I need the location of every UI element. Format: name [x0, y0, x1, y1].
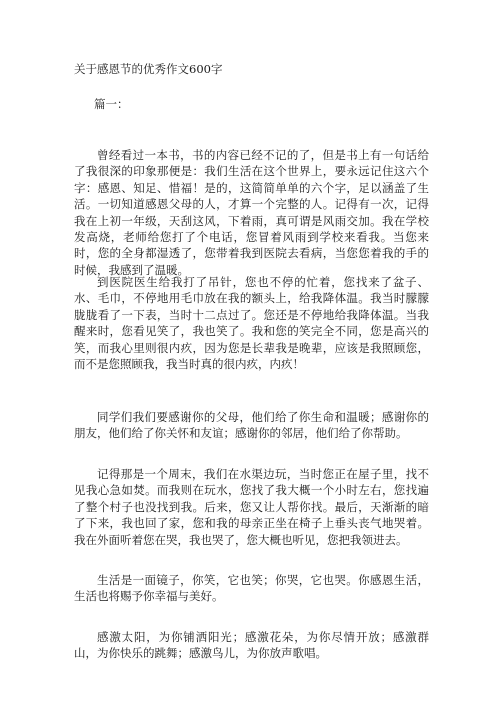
paragraph-1: 曾经看过一本书，书的内容已经不记的了，但是书上有一句话给了我很深的印象那便是：我们生活在这个世界上，要永远记住这六个字：感恩、知足、惜福！是的，这简简单单的六个字，足以涵盖了生活。一切知道感恩父母的人，才算一个完整的人。记得有一次，记得我在上初一年级，天刮这风，下着雨，真可谓是风雨交加。我在学校发高烧，老师给您打了个电话，您冒着风雨到学校来看我。当您来时，您的全身都湿透了，您带着我到医院去看病，当您您着我的手的时候，我感到了温暖。	[74, 148, 429, 277]
paragraph-2: 到医院医生给我打了吊针，您也不停的忙着，您找来了盆子、水、毛巾，不停地用毛巾放在我的额头上，给我降体温。我当时朦朦胧胧看了一下表，当时十二点过了。您还是不停地给我降体温。当我醒来时，您看见笑了，我也笑了。我和您的笑完全不同，您是高兴的笑，而我心里则很内疚，因为您是长辈我是晚辈，应该是我照顾您，而不是您照顾我，我当时真的很内疚，内疚！	[74, 275, 429, 372]
paragraph-3: 同学们我们要感谢你的父母，他们给了你生命和温暖；感谢你的朋友，他们给了你关怀和友谊；感谢你的邻居，他们给了你帮助。	[74, 410, 429, 441]
paragraph-6: 感激太阳，为你铺洒阳光；感激花朵，为你尽情开放；感激群山，为你快乐的跳舞；感激鸟儿，为你放声歌唱。	[74, 630, 429, 661]
paragraph-5: 生活是一面镜子，你笑，它也笑；你哭，它也哭。你感恩生活，生活也将赐予你幸福与美好。	[74, 573, 429, 604]
document-title: 关于感恩节的优秀作文600字	[74, 62, 223, 76]
section-heading: 篇一：	[94, 97, 129, 111]
paragraph-4: 记得那是一个周末，我们在水渠边玩，当时您正在屋子里，找不见我心急如焚。而我则在玩水，您找了我大概一个小时左右，您找遍了整个村子也没找到我。后来，您又让人帮你找。最后，天渐渐的暗了下来，我也回了家，您和我的母亲正坐在椅子上垂头丧气地哭着。我在外面听着您在哭，我也哭了，您大概也听见，您把我领进去。	[74, 467, 429, 547]
